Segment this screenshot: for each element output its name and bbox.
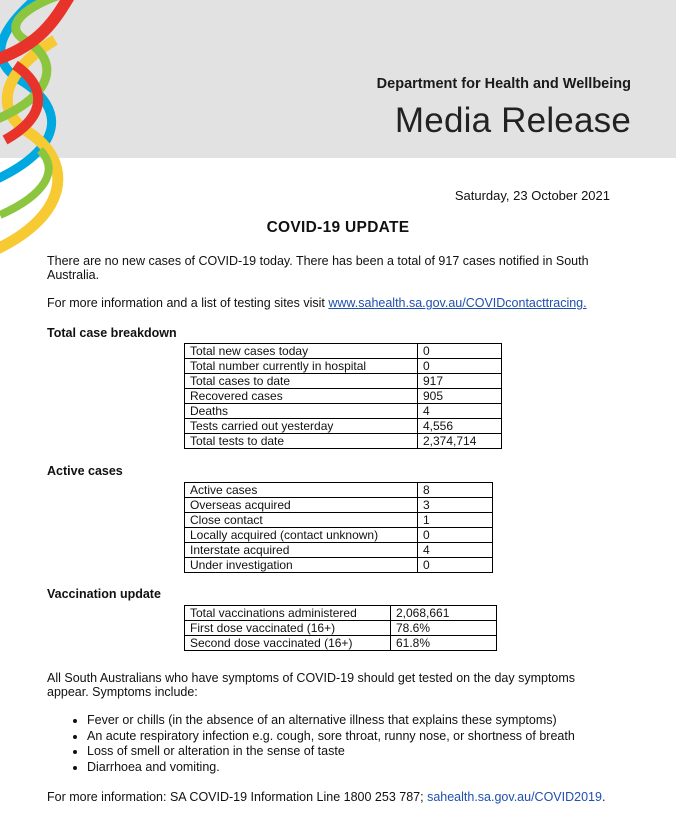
row-label: Total tests to date [185, 434, 418, 449]
row-label: Second dose vaccinated (16+) [185, 636, 391, 651]
row-value: 905 [418, 389, 502, 404]
row-value: 0 [418, 359, 502, 374]
row-label: Total number currently in hospital [185, 359, 418, 374]
info-text: For more information and a list of testing sites visit [47, 296, 329, 310]
vaccination-table [184, 605, 497, 651]
table-row [185, 528, 493, 543]
table-row [185, 404, 502, 419]
row-value: 78.6% [391, 621, 497, 636]
table-row [185, 359, 502, 374]
row-label: Recovered cases [185, 389, 418, 404]
footer-text: For more information: SA COVID-19 Information Line 1800 253 787; [47, 790, 428, 804]
row-label: Overseas acquired [185, 498, 418, 513]
row-label: Active cases [185, 483, 418, 498]
row-value: 2,374,714 [418, 434, 502, 449]
symptoms-intro: All South Australians who have symptoms of COVID-19 should get tested on the day symptoms appear. Symptoms include: [47, 671, 576, 699]
row-label: Total vaccinations administered [185, 606, 391, 621]
table-row [185, 389, 502, 404]
release-date: Saturday, 23 October 2021 [454, 188, 610, 203]
table-row [185, 558, 493, 573]
total-breakdown-table [184, 343, 502, 449]
row-value: 0 [418, 558, 493, 573]
table-row [185, 513, 493, 528]
footer-info [47, 790, 647, 804]
row-value: 4 [418, 404, 502, 419]
symptom-item: • Loss of smell or alteration in the sense of taste [87, 744, 575, 760]
row-value: 4 [418, 543, 493, 558]
table-row [185, 543, 493, 558]
row-value: 2,068,661 [391, 606, 497, 621]
table-row [185, 344, 502, 359]
table-row [185, 636, 497, 651]
row-label: Under investigation [185, 558, 418, 573]
row-value: 4,556 [418, 419, 502, 434]
department-name: Department for Health and Wellbeing [376, 76, 631, 92]
symptom-item: • Fever or chills (in the absence of an alternative illness that explains these symptoms) [87, 713, 575, 729]
contact-tracing-link[interactable]: www.sahealth.sa.gov.au/COVIDcontacttracing. [328, 296, 587, 310]
row-label: Locally acquired (contact unknown) [185, 528, 418, 543]
intro-paragraph: There are no new cases of COVID-19 today. There has been a total of 917 cases notified in South Australia. [47, 254, 589, 282]
table-row [185, 606, 497, 621]
row-label: Total new cases today [185, 344, 418, 359]
table-row [185, 483, 493, 498]
symptom-item: • An acute respiratory infection e.g. cough, sore throat, runny nose, or shortness of breath [87, 729, 575, 745]
active-cases-heading: Active cases [47, 464, 123, 478]
row-label: Deaths [185, 404, 418, 419]
vaccination-heading: Vaccination update [47, 587, 161, 601]
symptoms-list [47, 713, 575, 775]
row-value: 917 [418, 374, 502, 389]
row-value: 8 [418, 483, 493, 498]
page-title: COVID-19 UPDATE [266, 219, 410, 236]
row-value: 0 [418, 344, 502, 359]
row-value: 1 [418, 513, 493, 528]
row-label: First dose vaccinated (16+) [185, 621, 391, 636]
row-label: Total cases to date [185, 374, 418, 389]
table-row [185, 498, 493, 513]
row-value: 3 [418, 498, 493, 513]
active-cases-table [184, 482, 493, 573]
row-value: 0 [418, 528, 493, 543]
row-label: Close contact [185, 513, 418, 528]
table-row [185, 419, 502, 434]
row-label: Interstate acquired [185, 543, 418, 558]
row-label: Tests carried out yesterday [185, 419, 418, 434]
footer-suffix: . [601, 790, 606, 804]
info-paragraph [47, 296, 617, 310]
table-row [185, 621, 497, 636]
covid-info-link[interactable]: sahealth.sa.gov.au/COVID2019 [427, 790, 602, 804]
total-breakdown-heading: Total case breakdown [47, 326, 177, 340]
symptom-item: • Diarrhoea and vomiting. [87, 760, 575, 776]
row-value: 61.8% [391, 636, 497, 651]
table-row [185, 434, 502, 449]
document-type-title: Media Release [394, 101, 631, 140]
table-row [185, 374, 502, 389]
